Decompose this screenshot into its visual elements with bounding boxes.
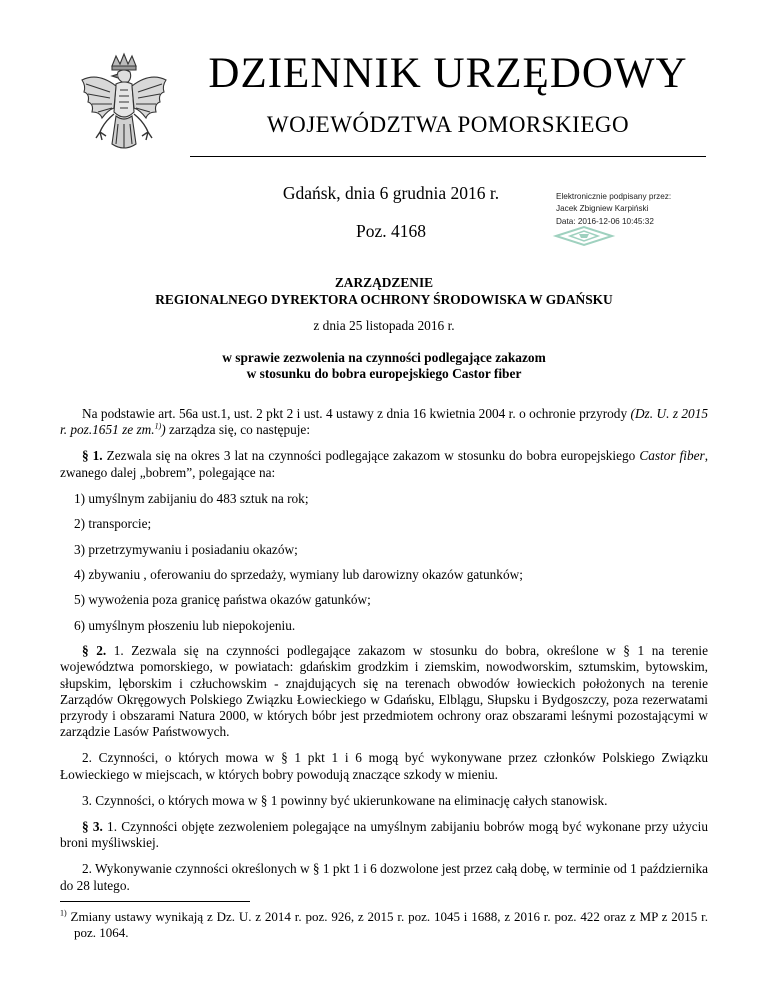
section-1: § 1. Zezwala się na okres 3 lat na czynności podlegające zakazom w stosunku do bobra europejskiego Castor fiber, zwanego dalej „bobrem”, polegające na: xyxy=(60,448,709,480)
document-heading xyxy=(60,274,708,308)
list-item: 1) umyślnym zabijaniu do 483 sztuk na rok; xyxy=(74,490,309,506)
position-number: Poz. 4168 xyxy=(356,221,426,241)
document-subject xyxy=(60,350,708,382)
document-body xyxy=(60,406,708,904)
eagle-emblem-icon xyxy=(76,52,172,172)
signature-line-1: Elektronicznie podpisany przez: xyxy=(556,192,672,201)
journal-title: DZIENNIK URZĘDOWY xyxy=(208,50,688,97)
section-1-label: § 1. xyxy=(82,448,103,464)
section-2-paragraph-2: 2. Czynności, o których mowa w § 1 pkt 1 i 6 mogą być wykonywane przez członków Polskiego Związku Łowieckiego w miejscach, w których bobry powodują znaczące szkody w mieniu. xyxy=(60,750,708,782)
document-type: ZARZĄDZENIE xyxy=(334,275,434,290)
list-item: 4) zbywaniu , oferowaniu do sprzedaży, wymiany lub darowizny okazów gatunków; xyxy=(74,566,523,582)
subject-line-1: w sprawie zezwolenia na czynności podlegające zakazom xyxy=(222,350,546,365)
journal-subtitle: WOJEWÓDZTWA POMORSKIEGO xyxy=(266,112,630,137)
signature-logo-icon xyxy=(552,225,616,247)
list-item: 5) wywożenia poza granicę państwa okazów gatunków; xyxy=(74,592,371,608)
footnote: $^{1)}$ Zmiany ustawy wynikają z Dz. U. z 2014 r. poz. 926, z 2015 r. poz. 1045 i 1688, z 2016 r. poz. 422 oraz z MP z 2015 r. poz. 1064. xyxy=(60,908,708,940)
legal-citation: (Dz. U. z 2015 r. poz.1651 ze zm.$^{1)}$) xyxy=(60,406,708,438)
species-name: Castor fiber xyxy=(639,448,705,464)
document-issuer: REGIONALNEGO DYREKTORA OCHRONY ŚRODOWISKA W GDAŃSKU xyxy=(155,292,613,307)
section-2-paragraph-3: 3. Czynności, o których mowa w § 1 powinny być ukierunkowane na eliminację całych stanowisk. xyxy=(82,792,608,808)
signature-line-2: Jacek Zbigniew Karpiński xyxy=(556,204,649,214)
list-item: 6) umyślnym płoszeniu lub niepokojeniu. xyxy=(74,617,296,633)
list-item: 3) przetrzymywaniu i posiadaniu okazów; xyxy=(74,541,298,557)
list-item: 2) transporcie; xyxy=(74,516,152,532)
section-3-paragraph-2: 2. Wykonywanie czynności określonych w § 1 pkt 1 i 6 dozwolone jest przez całą dobę, w terminie od 1 października do 28 lutego. xyxy=(60,861,708,893)
footnote-ref: 1) xyxy=(154,421,162,431)
section-3-label: § 3. xyxy=(82,818,103,834)
section-3-paragraph-1: § 3. 1. Czynności objęte zezwoleniem polegające na umyślnym zabijaniu bobrów mogą być wykonane przy użyciu broni myśliwskiej. xyxy=(60,818,708,851)
section-2-label: § 2. xyxy=(82,643,107,659)
subject-line-2: w stosunku do bobra europejskiego Castor fiber xyxy=(246,366,522,381)
document-date: z dnia 25 listopada 2016 r. xyxy=(313,318,455,333)
intro-paragraph: Na podstawie art. 56a ust.1, ust. 2 pkt 2 i ust. 4 ustawy z dnia 16 kwietnia 2004 r. o ochronie przyrody (Dz. U. z 2015 r. poz.1651 ze zm.$^{1)}$) zarządza się, co następuje: xyxy=(60,406,708,438)
signature-line-3: Data: 2016-12-06 10:45:32 xyxy=(556,216,654,226)
electronic-signature xyxy=(556,191,696,228)
header-rule xyxy=(190,156,706,157)
footnote-marker: 1) xyxy=(60,908,67,918)
section-2-paragraph-1: § 2. 1. Zezwala się na czynności podlegające zakazom w stosunku do bobra, określone w § 1 na terenie województwa pomorskiego, w powiatach: gdańskim grodzkim i ziemskim, nowodworskim, sztumskim, bytowskim, słupskim, lęborskim i człuchowskim - znajdujących się na terenach obwodów łowieckich położonych na terenie Zarządów Okręgowych Polskiego Związku Łowieckiego w Gdańsku, Elblągu, Słupsku i Bydgoszczy, poza rezerwatami przyrody i obszarami Natura 2000, w których bóbr jest przedmiotem ochrony oraz obszarami leśnymi pozostającymi w zarządzie Lasów Państwowych. xyxy=(60,643,708,740)
footnote-rule xyxy=(60,901,250,902)
issue-date: Gdańsk, dnia 6 grudnia 2016 r. xyxy=(282,183,500,203)
